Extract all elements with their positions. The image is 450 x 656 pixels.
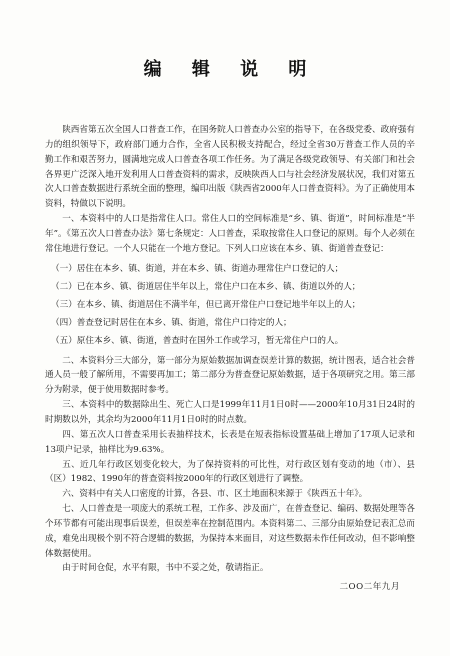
document-date: 二OO二年九月 bbox=[339, 582, 400, 592]
closing-paragraph: 由于时间仓促，水平有限，书中不妥之处，敬请指正。 bbox=[62, 563, 269, 574]
list-item: （五）原住本乡、镇、街道，普查时在国外工作或学习，暂无常住户口的人。 bbox=[51, 336, 344, 347]
section-four-paragraph: 四、第五次人口普查采用长表抽样技术，长表是在短表指标设置基础上增加了17项人记录和13项户记录，抽样比为9.63%。 bbox=[45, 429, 415, 455]
page-title: 编 辑 说 明 bbox=[143, 59, 319, 80]
list-item: （一）居住在本乡、镇、街道，并在本乡、镇、街道办理常住户口登记的人； bbox=[51, 263, 344, 274]
intro-paragraph: 陕西省第五次全国人口普查工作，在国务院人口普查办公室的指导下，在各级党委、政府强有力的组织领导下，政府部门通力合作，全省人民积极支持配合，经过全省30万普查工作人员的辛勤工作和艰苦努力，圆满地完成人口普查各项工作任务。为了满足各级党政领导、有关部门和社会各界更广泛深入地开发利用人口普查资料的需求，反映陕西人口与社会经济发展状况，我们对第五次人口普查数据进行系统全面的整理，编印出版《陕西省2000年人口普查资料》。为了正确使用本资料，特做以下说明。 bbox=[45, 125, 415, 210]
list-item: （四）普查登记时居住在本乡、镇、街道，常住户口待定的人； bbox=[51, 318, 292, 329]
list-item: （二）已在本乡、镇、街道居住半年以上，常住户口在本乡、镇、街道以外的人； bbox=[51, 281, 361, 292]
section-five-paragraph: 五、近几年行政区划变化较大，为了保持资料的可比性，对行政区划有变动的地（市）、县（区）1982、1990年的普查资料按2000年的行政区划进行了调整。 bbox=[45, 459, 415, 485]
section-seven-paragraph: 七、人口普查是一项庞大的系统工程，工作多、涉及面广，在普查登记、编码、数据处理等各个环节都有可能出现事后误差，但误差率在控制范围内。本资料第二、三部分由原始登记表汇总而成，难免出现极个别不符合逻辑的数据，为保持本来面目，对这些数据未作任何改动，但不影响整体数据使用。 bbox=[45, 504, 415, 559]
list-item: （三）在本乡、镇、街道居住不满半年，但已离开常住户口登记地半年以上的人； bbox=[51, 300, 361, 310]
section-six-paragraph: 六、资料中有关人口密度的计算，各县、市、区土地面积来源于《陕西五十年》。 bbox=[62, 489, 368, 500]
section-one-paragraph: 一、本资料中的人口是指常住人口。常住人口的空间标准是“乡、镇、街道”，时间标准是“半年”。《第五次人口普查办法》第七条规定：人口普查，采取按常住人口登记的原则。每个人必须在常住地进行登记。一个人只能在一个地方登记。下列人口应该在本乡、镇、街道普查登记： bbox=[45, 214, 415, 254]
section-two-paragraph: 二、本资料分三大部分，第一部分为原始数据加调查误差计算的数据，统计图表，适合社会普通人员一般了解所用，不需要再加工；第二部分为普查登记原始数据，适于各项研究之用。第三部分为附录，便于使用数据时参考。 bbox=[45, 355, 415, 396]
section-three-paragraph: 三、本资料中的数据除出生、死亡人口是1999年11月1日0时——2000年10月31日24时的时期数以外，其余均为2000年11月1日0时的时点数。 bbox=[45, 400, 415, 425]
registration-criteria-list bbox=[45, 260, 415, 351]
document-body bbox=[45, 123, 415, 576]
